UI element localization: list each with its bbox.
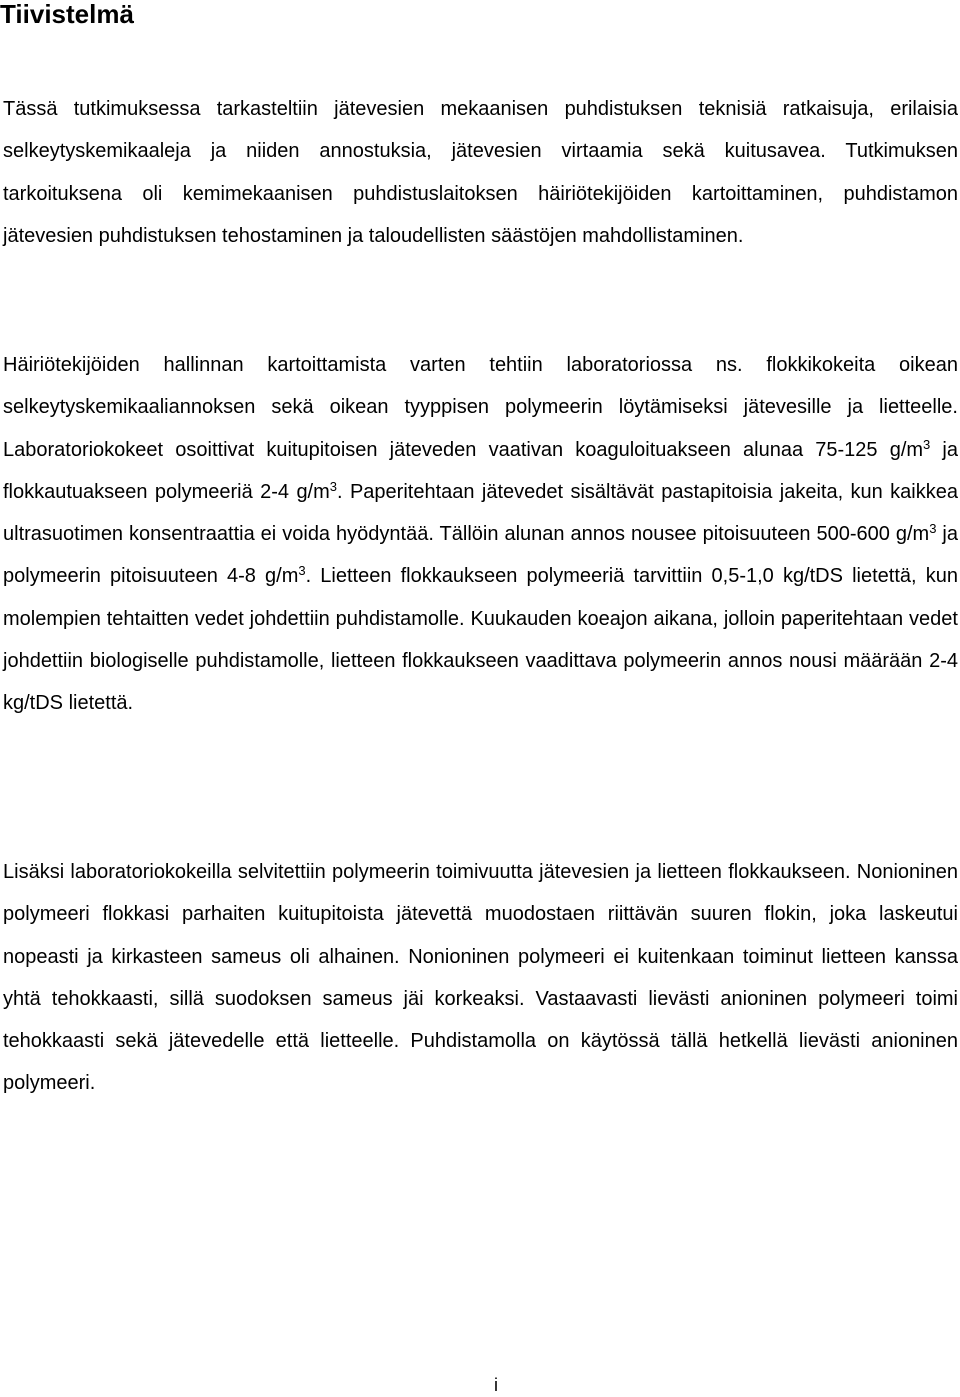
paragraph-text-run: ja flokkautuakseen polymeeriä 2-4 g/m: [3, 438, 959, 503]
paragraph-text-run: Tässä tutkimuksessa tarkasteltiin jätevesien mekaanisen puhdistuksen teknisiä ratkaisuja, erilaisia selkeytyskemikaaleja ja niiden annostuksia, jätevesien virtaamia sekä kuitusavea. Tutkimuksen tarkoituksena oli kemimekaanisen puhdistuslaitoksen häiriötekijöiden kartoittaminen, puhdistamon jätevesien puhdistuksen tehostaminen ja taloudellisten säästöjen mahdollistaminen.: [3, 98, 958, 247]
superscript-exponent: 3: [929, 521, 937, 537]
paragraph-text-run: . Paperitehtaan jätevedet sisältävät pastapitoisia jakeita, kun kaikkea ultrasuotimen konsentraattia ei voida hyödyntää. Tällöin alunan annos nousee pitoisuuteen 500-600 g/m: [3, 480, 958, 546]
paragraph-2: [3, 344, 958, 725]
paragraph-text-run: . Lietteen flokkaukseen polymeeriä tarvittiin 0,5-1,0 kg/tDS lietettä, kun molempien tehtaitten vedet johdettiin puhdistamolle. Kuukauden koeajon aikana, jolloin paperitehtaan vedet johdettiin biologiselle puhdistamolle, lietteen flokkaukseen vaadittava polymeerin annos nousi määrään 2-4 kg/tDS lietettä.: [3, 565, 958, 715]
superscript-exponent: 3: [298, 563, 306, 579]
paragraph-text-run: Lisäksi laboratoriokokeilla selvitettiin polymeerin toimivuutta jätevesien ja lietteen flokkaukseen. Nonioninen polymeeri flokkasi parhaiten kuitupitoista jätevettä muodostaen riittävän suuren flokin, joka laskeutui nopeasti ja kirkasteen sameus oli alhainen. Nonioninen polymeeri ei kuitenkaan toiminut lietteen kanssa yhtä tehokkaasti, sillä suodoksen sameus jäi korkeaksi. Vastaavasti lievästi anioninen polymeeri toimi tehokkaasti sekä jätevedelle että lietteelle. Puhdistamolla on käytössä tällä hetkellä lievästi anioninen polymeeri.: [3, 861, 958, 1095]
page-title: Tiivistelmä: [0, 0, 134, 29]
paragraph-3: [3, 851, 958, 1105]
superscript-exponent: 3: [329, 478, 338, 494]
paragraph-text-run: ja polymeerin pitoisuuteen 4-8 g/m: [3, 523, 958, 588]
paragraph-text-run: Häiriötekijöiden hallinnan kartoittamista varten tehtiin laboratoriossa ns. flokkikokeita oikean selkeytyskemikaaliannoksen sekä oikean tyyppisen polymeerin löytämiseksi jätevesille ja lietteelle. Laboratoriokokeet osoittivat kuitupitoisen jäteveden vaativan koaguloituakseen alunaa 75-125 g/m: [3, 354, 958, 461]
page-number: i: [494, 1375, 498, 1395]
superscript-exponent: 3: [923, 436, 931, 452]
paragraph-1: [3, 88, 958, 257]
